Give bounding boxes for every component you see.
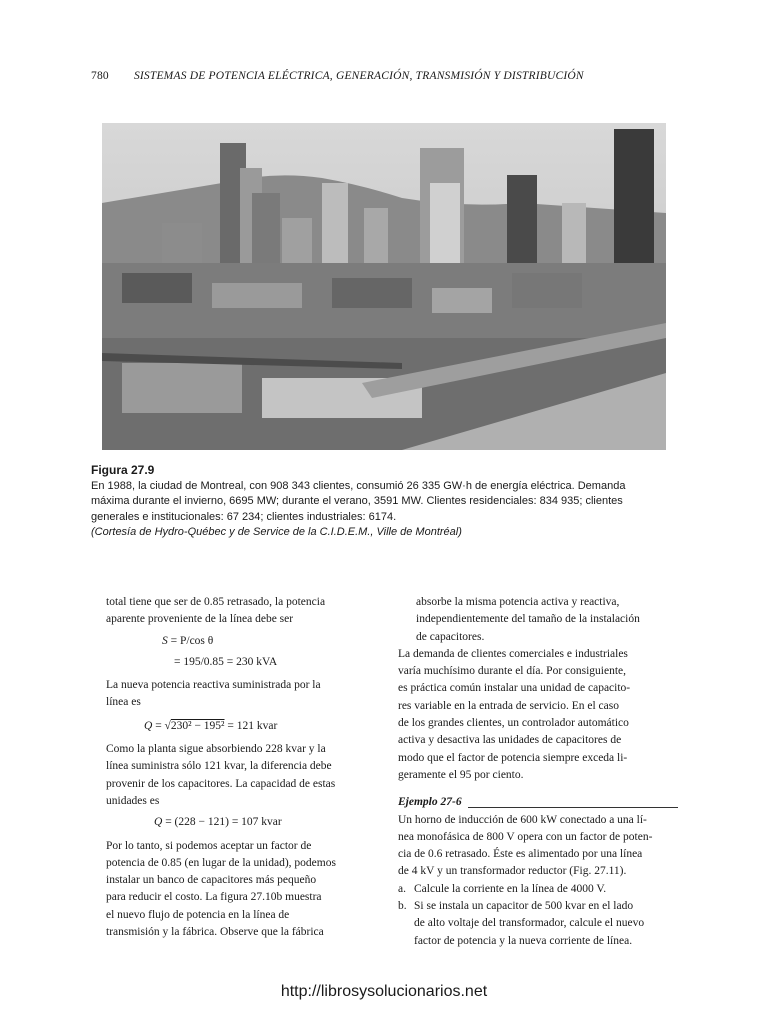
text-line: de los grandes clientes, un controlador automático (398, 717, 629, 730)
eq-symbol: Q (154, 816, 163, 829)
text-line: transmisión y la fábrica. Observe que la fábrica (106, 926, 324, 939)
figure-caption (91, 463, 691, 541)
eq-text: = (228 − 121) = 107 kvar (162, 816, 282, 829)
text-line: para reducir el costo. La figura 27.10b muestra (106, 891, 322, 904)
example-heading (398, 794, 678, 811)
text-line: cia de 0.6 retrasado. Éste es alimentado por una línea (398, 848, 643, 861)
footer-url: http://librosysolucionarios.net (280, 983, 488, 1000)
list-marker: a. (398, 882, 406, 895)
text-line: geramente el 95 por ciento. (398, 768, 524, 781)
figure-credit: (Cortesía de Hydro-Québec y de Service de la C.I.D.E.M., Ville de Montréal) (91, 526, 462, 538)
text-line: unidades es (106, 794, 160, 807)
text-line: modo que el factor de potencia siempre exceda li- (398, 751, 628, 764)
text-line: La nueva potencia reactiva suministrada por la (106, 679, 321, 692)
text-line: provenir de los capacitores. La capacidad de estas (106, 777, 336, 790)
text-line: Como la planta sigue absorbiendo 228 kvar y la (106, 743, 326, 756)
text-line: activa y desactiva las unidades de capacitores de (398, 734, 622, 747)
text-line: de 4 kV y un transformador reductor (Fig. 27.11). (398, 865, 627, 878)
right-column (398, 594, 678, 950)
list-text: Calcule la corriente en la línea de 4000 V. (414, 882, 607, 895)
page-number: 780 (91, 70, 109, 82)
text-line: La demanda de clientes comerciales e industriales (398, 647, 628, 660)
text-line: Un horno de inducción de 600 kW conectado a una lí- (398, 813, 647, 826)
list-text: de alto voltaje del transformador, calcule el nuevo (414, 917, 645, 930)
text-line: es práctica común instalar una unidad de capacito- (398, 682, 631, 695)
running-title: SISTEMAS DE POTENCIA ELÉCTRICA, GENERACIÓN, TRANSMISIÓN Y DISTRIBUCIÓN (133, 70, 584, 82)
eq-radicand: 230² − 195² (170, 719, 225, 732)
example-rule (468, 807, 678, 808)
text-line: total tiene que ser de 0.85 retrasado, la potencia (106, 596, 326, 608)
text-line: línea es (106, 696, 141, 709)
list-item (398, 898, 678, 950)
text-line: nea monofásica de 800 V opera con un factor de poten- (398, 830, 653, 843)
montreal-skyline-photo (102, 123, 666, 450)
text-line: línea suministra sólo 121 kvar, la diferencia debe (106, 760, 332, 773)
text-line: instalar un banco de capacitores más pequeño (106, 874, 317, 887)
equation (106, 633, 366, 650)
text-line: de capacitores. (416, 630, 485, 643)
text-line: Por lo tanto, si podemos aceptar un factor de (106, 839, 312, 852)
example-title: Ejemplo 27-6 (398, 796, 462, 809)
equation (106, 814, 366, 831)
text-line: res variable en la entrada de servicio. En el caso (398, 699, 619, 712)
equation: = 195/0.85 = 230 kVA (174, 655, 278, 668)
eq-text: = √ (152, 719, 171, 732)
equation (106, 718, 366, 735)
left-column (106, 594, 366, 941)
text-line: potencia de 0.85 (en lugar de la unidad), podemos (106, 856, 336, 869)
figure-label: Figura 27.9 (91, 463, 155, 477)
text-line: aparente proveniente de la línea debe ser (106, 613, 294, 626)
caption-line: En 1988, la ciudad de Montreal, con 908 343 clientes, consumió 26 335 GW·h de energía eléctrica. Demanda (91, 479, 626, 492)
text-line: independientemente del tamaño de la instalación (416, 613, 640, 626)
text-line: absorbe la misma potencia activa y reactiva, (416, 596, 620, 608)
caption-line: máxima durante el invierno, 6695 MW; durante el verano, 3591 MW. Clientes residenciales: 834 935; clientes (91, 495, 623, 507)
eq-text: = P/cos θ (167, 634, 214, 647)
list-text: Si se instala un capacitor de 500 kvar en el lado (414, 900, 634, 913)
text-line: varía muchísimo durante el día. Por consiguiente, (398, 665, 627, 678)
eq-symbol: S (162, 634, 168, 647)
list-marker: b. (398, 900, 407, 913)
eq-symbol: Q (144, 719, 153, 732)
list-item (398, 881, 678, 898)
running-header (91, 70, 584, 82)
text-line: el nuevo flujo de potencia en la línea de (106, 908, 290, 921)
eq-text: = 121 kvar (224, 719, 278, 732)
caption-line: generales e institucionales: 67 234; clientes industriales: 6174. (91, 510, 397, 523)
list-text: factor de potencia y la nueva corriente de línea. (414, 934, 633, 947)
